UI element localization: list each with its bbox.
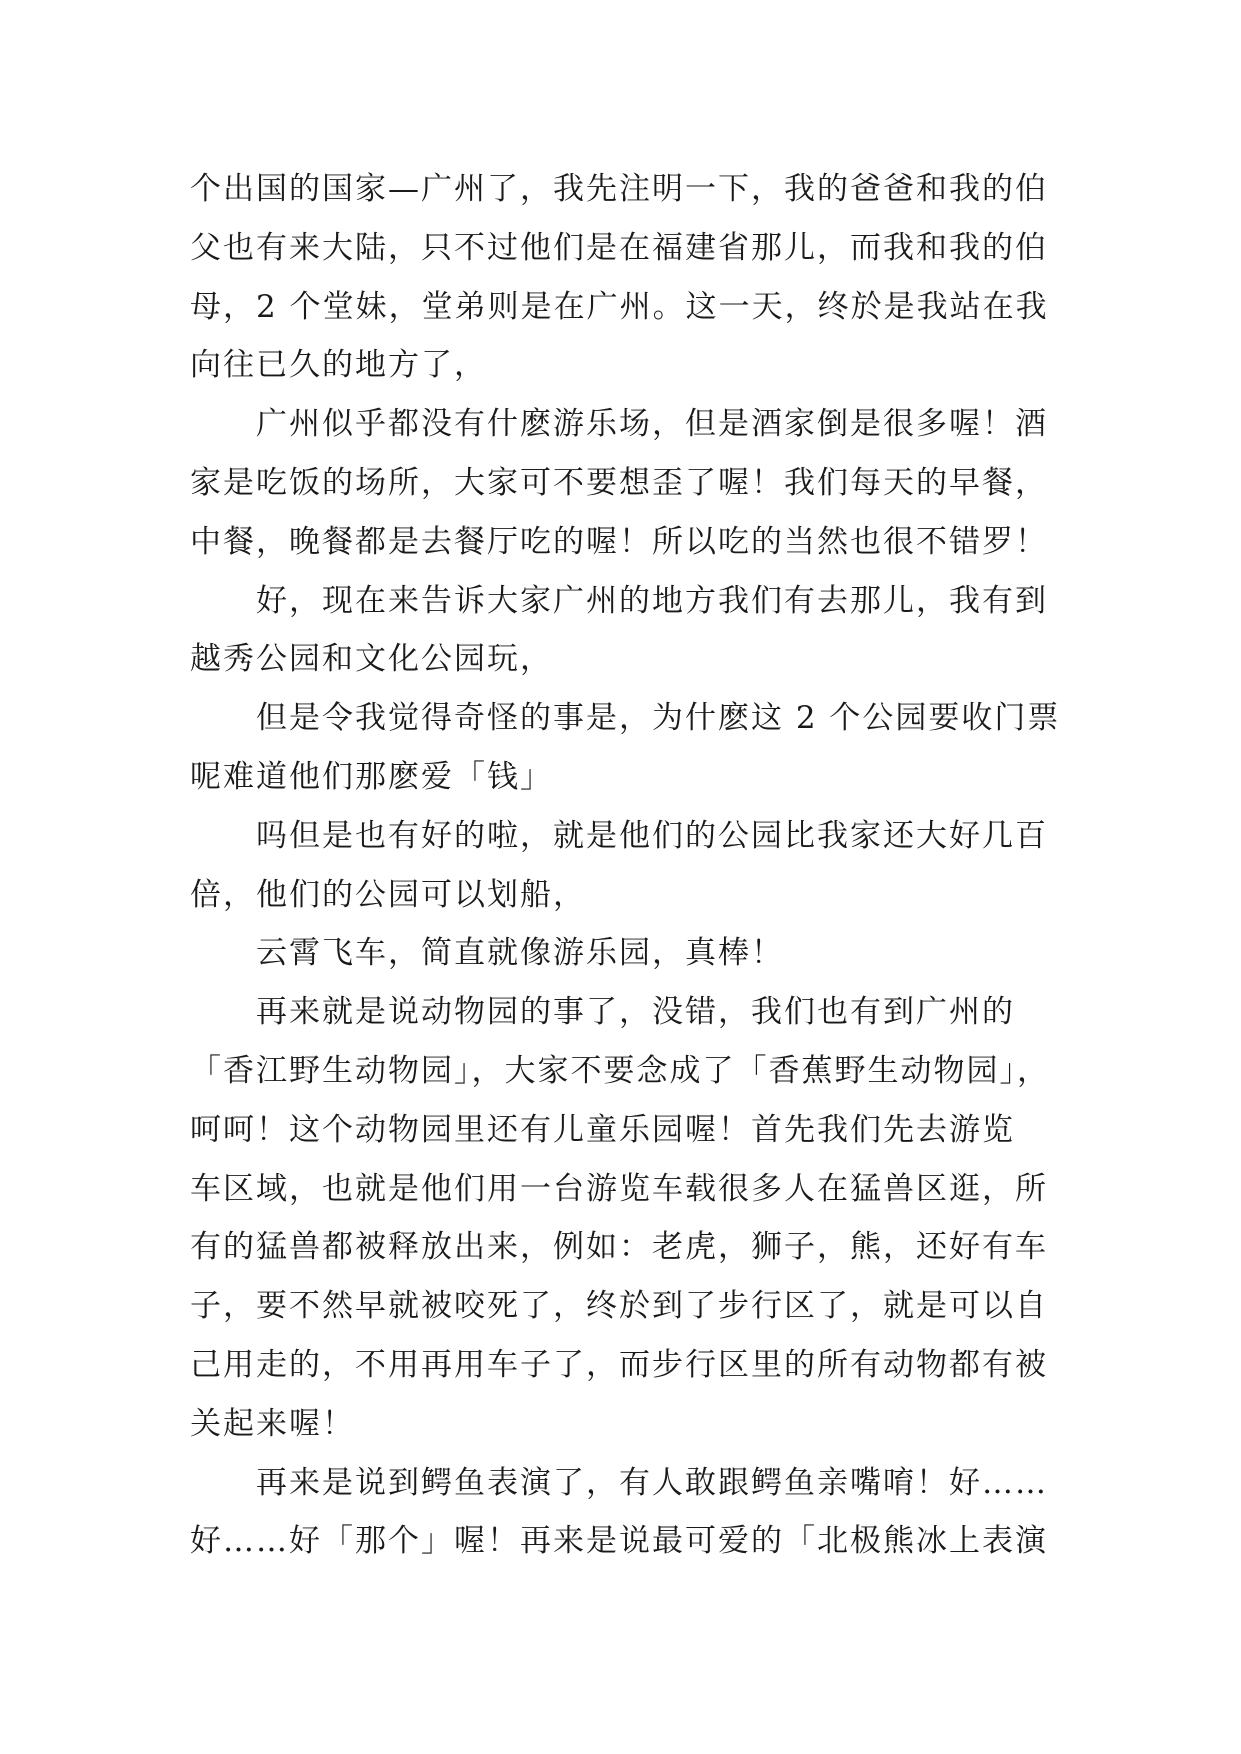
text-line: 车区域，也就是他们用一台游览车载很多人在猛兽区逛，所 bbox=[190, 1170, 1048, 1207]
text-line: 父也有来大陆，只不过他们是在福建省那儿，而我和我的伯 bbox=[190, 229, 1048, 266]
text-line: 子，要不然早就被咬死了，终於到了步行区了，就是可以自 bbox=[190, 1288, 1048, 1325]
text-line: 云霄飞车，简直就像游乐园，真棒！ bbox=[256, 935, 784, 972]
text-line: 有的猛兽都被释放出来，例如：老虎，狮子，熊，还好有车 bbox=[190, 1229, 1048, 1266]
text-line: 家是吃饭的场所，大家可不要想歪了喔！我们每天的早餐， bbox=[190, 464, 1048, 501]
text-line: 母，2 个堂妹，堂弟则是在广州。这一天，终於是我站在我 bbox=[190, 288, 1049, 325]
text-line: 呵呵！这个动物园里还有儿童乐园喔！首先我们先去游览 bbox=[190, 1111, 1015, 1148]
text-line: 关起来喔！ bbox=[190, 1405, 355, 1442]
text-line: 再来就是说动物园的事了，没错，我们也有到广州的 bbox=[256, 994, 1015, 1031]
text-line: 「香江野生动物园」，大家不要念成了「香蕉野生动物园」， bbox=[190, 1052, 1050, 1089]
text-line: 好，现在来告诉大家广州的地方我们有去那儿，我有到 bbox=[256, 582, 1048, 619]
text-line: 个出国的国家—广州了，我先注明一下，我的爸爸和我的伯 bbox=[190, 171, 1048, 207]
text-line: 己用走的，不用再用车子了，而步行区里的所有动物都有被 bbox=[190, 1346, 1048, 1383]
body-text bbox=[190, 160, 1070, 1571]
text-line: 吗但是也有好的啦，就是他们的公园比我家还大好几百 bbox=[256, 817, 1048, 854]
text-line: 越秀公园和文化公园玩， bbox=[190, 641, 553, 678]
text-line: 广州似乎都没有什麽游乐场，但是酒家倒是很多喔！酒 bbox=[256, 406, 1048, 443]
text-line: 中餐，晚餐都是去餐厅吃的喔！所以吃的当然也很不错罗！ bbox=[190, 523, 1048, 560]
text-line: 再来是说到鳄鱼表演了，有人敢跟鳄鱼亲嘴唷！好…… bbox=[256, 1464, 1048, 1501]
text-line: 呢难道他们那麽爱「钱」 bbox=[190, 758, 553, 795]
text-line: 向往已久的地方了， bbox=[190, 347, 487, 384]
text-line: 好……好「那个」喔！再来是说最可爱的「北极熊冰上表演 bbox=[190, 1523, 1048, 1560]
text-line: 但是令我觉得奇怪的事是，为什麽这 2 个公园要收门票 bbox=[256, 700, 1061, 737]
text-line: 倍，他们的公园可以划船， bbox=[190, 876, 586, 913]
